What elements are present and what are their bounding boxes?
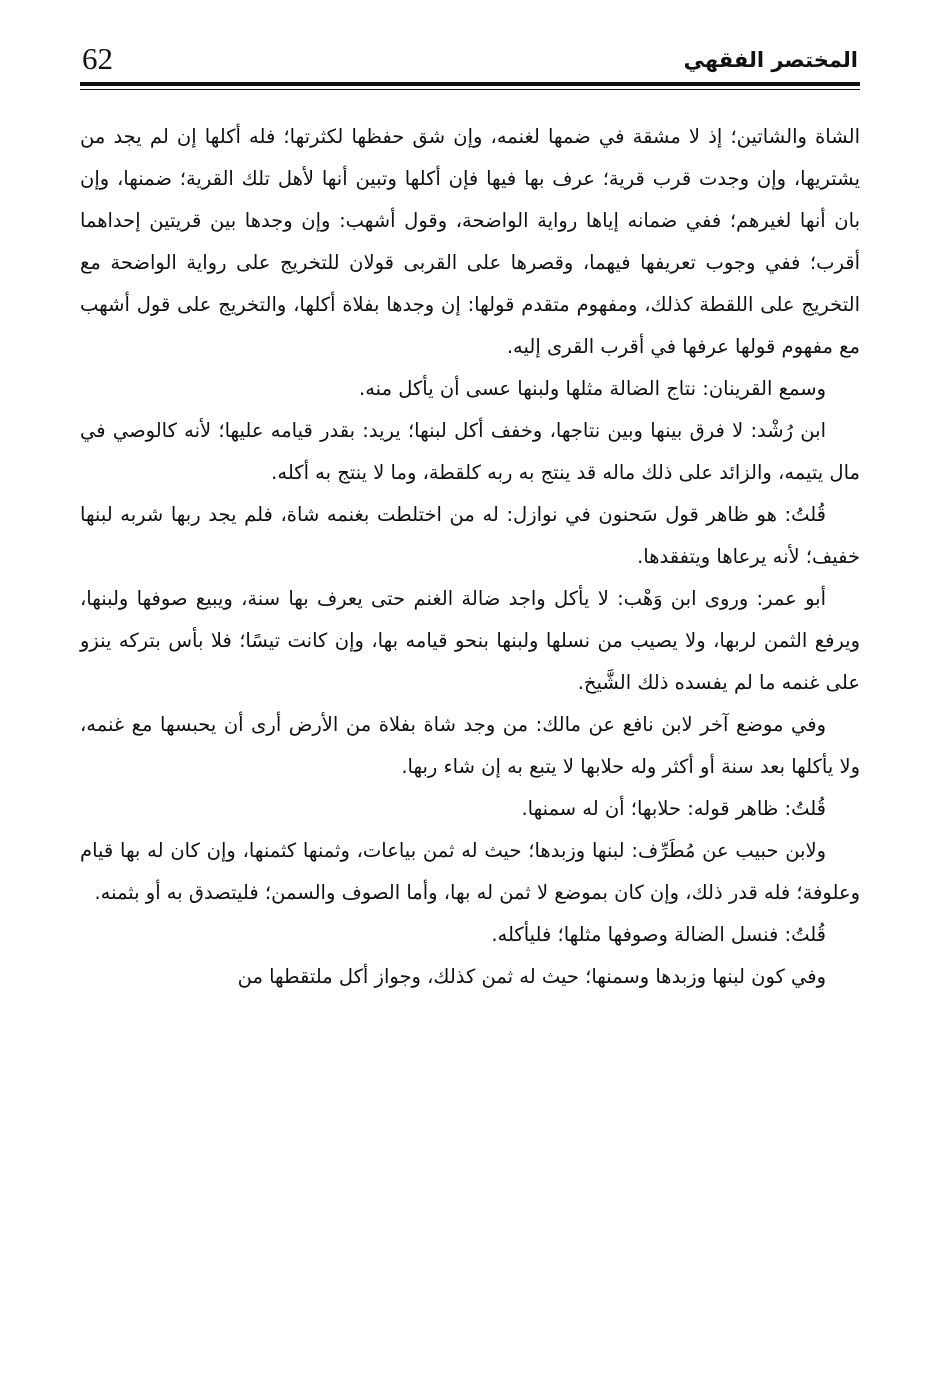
paragraph: وفي كون لبنها وزبدها وسمنها؛ حيث له ثمن كذلك، وجواز أكل ملتقطها من xyxy=(237,965,826,988)
paragraph: قُلتُ: هو ظاهر قول سَحنون في نوازل: له من اختلطت بغنمه شاة، فلم يجد ربها شربه لبنها خفيف؛ لأنه يرعاها ويتفقدها. xyxy=(80,503,860,568)
paragraph: قُلتُ: فنسل الضالة وصوفها مثلها؛ فليأكله. xyxy=(491,923,826,946)
paragraph: ابن رُشْد: لا فرق بينها وبين نتاجها، وخفف أكل لبنها؛ يريد: بقدر قيامه عليها؛ لأنه كالوصي في مال يتيمه، والزائد على ذلك ماله قد ينتج به ربه كلقطة، وما لا ينتج به أكله. xyxy=(80,419,860,484)
running-title: المختصر الفقهي xyxy=(683,48,858,72)
page-number: 62 xyxy=(82,41,113,76)
paragraph: أبو عمر: وروى ابن وَهْب: لا يأكل واجد ضالة الغنم حتى يعرف بها سنة، ويبيع صوفها ولبنها، ويرفع الثمن لربها، ولا يصيب من نسلها ولبنها بنحو قيامه بها، وإن كانت تيسًا؛ فلا بأس بتركه ينزو على غنمه ما لم يفسده ذلك الشَّيخ. xyxy=(80,587,860,694)
paragraph: وسمع القرينان: نتاج الضالة مثلها ولبنها عسى أن يأكل منه. xyxy=(359,377,826,400)
paragraph: ولابن حبيب عن مُطَرِّف: لبنها وزبدها؛ حيث له ثمن بياعات، وثمنها كثمنها، وإن كان له بها قيام وعلوفة؛ فله قدر ذلك، وإن كان بموضع لا ثمن له بها، وأما الصوف والسمن؛ فليتصدق به أو بثمنه. xyxy=(80,839,860,904)
paragraph: قُلتُ: ظاهر قوله: حلابها؛ أن له سمنها. xyxy=(521,797,826,820)
paragraph: الشاة والشاتين؛ إذ لا مشقة في ضمها لغنمه، وإن شق حفظها لكثرتها؛ فله أكلها إن لم يجد من يشتريها، وإن وجدت قرب قرية؛ عرف بها فيها فإن أكلها وتبين أنها لأهل تلك القرية؛ ضمنها، وإن بان أنها لغيرهم؛ ففي ضمانه إياها رواية الواضحة، وقول أشهب: وإن وجدها بين قريتين إحداهما أقرب؛ ففي وجوب تعريفها فيهما، وقصرها على القربى قولان للتخريج على رواية الواضحة مع التخريج على اللقطة كذلك، ومفهوم متقدم قولها: إن وجدها بفلاة أكلها، والتخريج على قول أشهب مع مفهوم قولها عرفها في أقرب القرى إليه. xyxy=(80,125,860,358)
header-rule-thick xyxy=(80,82,860,86)
page-header xyxy=(80,40,860,80)
body-text xyxy=(80,116,860,998)
paragraph: وفي موضع آخر لابن نافع عن مالك: من وجد شاة بفلاة من الأرض أرى أن يحبسها مع غنمه، ولا يأكلها بعد سنة أو أكثر وله حلابها لا يتبع به إن شاء ربها. xyxy=(80,713,860,778)
header-rule-thin xyxy=(80,89,860,90)
